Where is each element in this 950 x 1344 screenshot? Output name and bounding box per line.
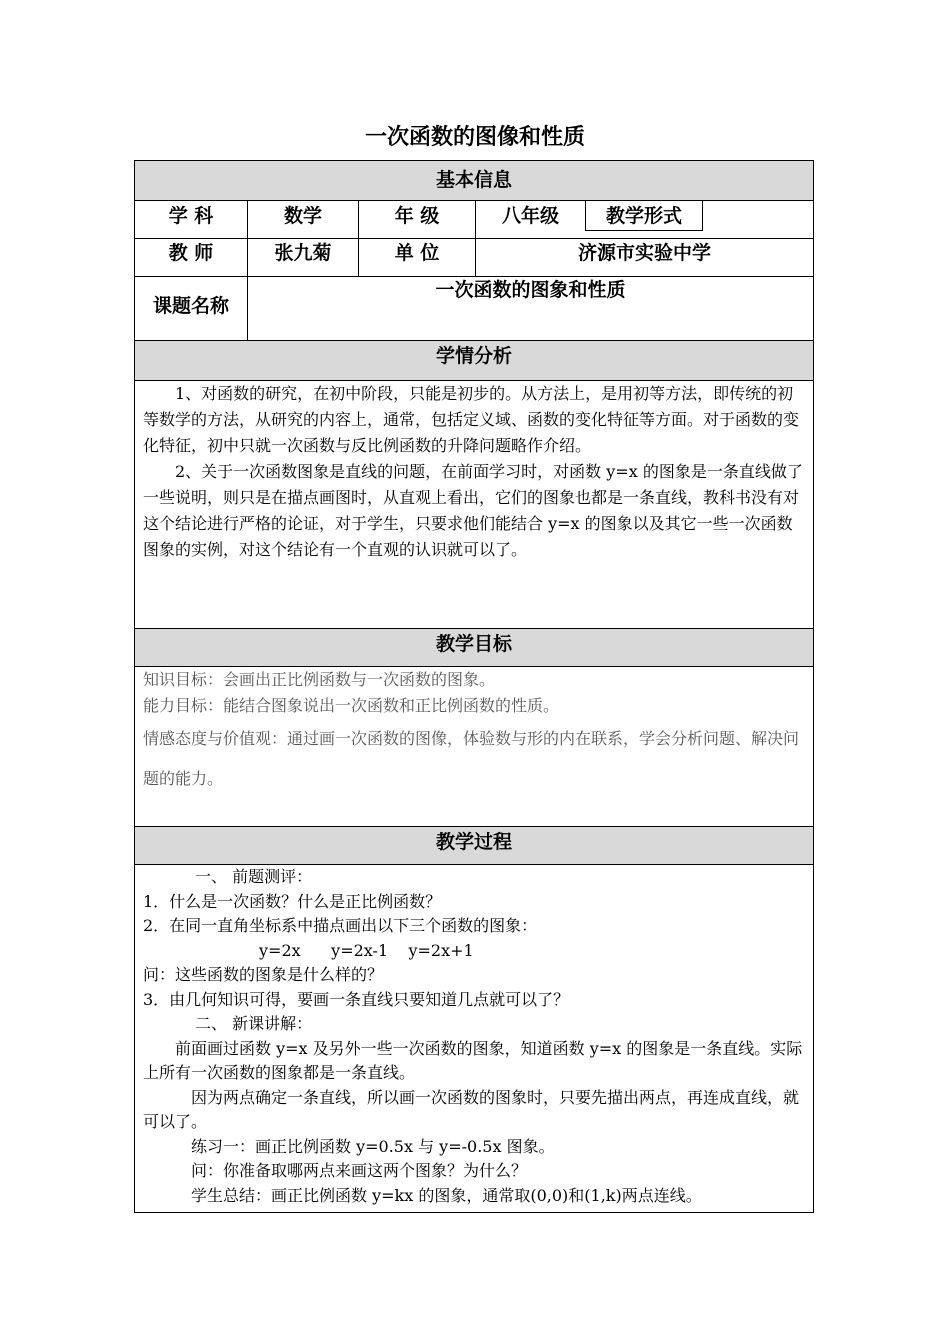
grade-label: 年 级: [358, 201, 475, 238]
process-header: [135, 827, 813, 865]
analysis-header: [135, 341, 813, 381]
goals-header-text: 教学目标: [435, 633, 512, 655]
teacher-row: [135, 239, 813, 277]
form-label: 教学形式: [585, 201, 703, 231]
goal-knowledge: 知识目标：会画出正比例函数与一次函数的图象。: [143, 670, 496, 689]
teacher-label: 教 师: [168, 242, 214, 264]
basic-info-header: [135, 161, 813, 201]
subject-value: 数学: [247, 201, 358, 238]
topic-value: 一次函数的图象和性质: [247, 277, 813, 340]
analysis-paragraph-2: 2、关于一次函数图象是直线的问题，在前面学习时，对函数 y=x 的图象是一条直线做了一些说明，则只是在描点画图时，从直观上看出，它们的图象也都是一条直线，教科书没有对这个结论进行严格的论证，对于学生，只要求他们能结合 y=x 的图象以及其它一些一次函数图象的实例，对这个结论有一个直观的认识就可以了。: [143, 462, 803, 559]
process-line-lecture-2: 因为两点确定一条直线，所以画一次函数的图象时，只要先描出两点，再连成直线，就可以了。: [143, 1087, 800, 1131]
process-line-summary: 学生总结：画正比例函数 y=kx 的图象，通常取(0,0)和(1,k)两点连线。: [191, 1185, 702, 1205]
subject-row: [135, 201, 813, 239]
process-line-exercise-1: 练习一：画正比例函数 y=0.5x 与 y=-0.5x 图象。: [191, 1136, 555, 1156]
process-line-section-1: 一、 前题测评：: [195, 867, 313, 886]
document-title: 一次函数的图像和性质: [364, 125, 585, 150]
unit-value: 济源市实验中学: [475, 239, 813, 276]
unit-label: 单 位: [358, 239, 475, 276]
process-line-q1: 1．什么是一次函数？什么是正比例函数？: [143, 891, 442, 911]
process-line-q2: 2．在同一直角坐标系中描点画出以下三个函数的图象：: [143, 916, 538, 935]
goal-ability: 能力目标：能结合图象说出一次函数和正比例函数的性质。: [143, 696, 560, 715]
process-body: [135, 865, 813, 1213]
topic-label: 课题名称: [152, 295, 229, 317]
process-line-question: 问：这些函数的图象是什么样的？: [143, 965, 384, 984]
process-header-text: 教学过程: [435, 831, 512, 853]
goals-header: [135, 629, 813, 667]
teacher-value: 张九菊: [247, 239, 358, 276]
process-line-section-2: 二、 新课讲解：: [195, 1014, 313, 1033]
process-line-q3: 3．由几何知识可得，要画一条直线只要知道几点就可以了？: [143, 989, 570, 1009]
topic-row: [135, 277, 813, 341]
process-line-lecture-1: 前面画过函数 y=x 及另外一些一次函数的图象，知道函数 y=x 的图象是一条直线。实际上所有一次函数的图象都是一条直线。: [143, 1038, 803, 1082]
grade-value: 八年级: [475, 201, 585, 238]
subject-label: 学 科: [168, 205, 214, 227]
basic-info-header-text: 基本信息: [435, 169, 512, 191]
analysis-body: [135, 381, 813, 629]
lesson-plan-table: [134, 160, 814, 1213]
process-line-exercise-question: 问：你准备取哪两点来画这两个图象？为什么？: [191, 1161, 528, 1180]
goal-emotion: 情感态度与价值观：通过画一次函数的图像，体验数与形的内在联系，学会分析问题、解决问题的能力。: [143, 729, 800, 788]
form-value: [703, 201, 813, 238]
process-line-functions: y=2x y=2x-1 y=2x+1: [259, 940, 474, 960]
analysis-paragraph-1: 1、对函数的研究，在初中阶段，只能是初步的。从方法上，是用初等方法，即传统的初等数学的方法，从研究的内容上，通常，包括定义域、函数的变化特征等方面。对于函数的变化特征，初中只就一次函数与反比例函数的升降问题略作介绍。: [143, 384, 800, 455]
analysis-header-text: 学情分析: [435, 345, 512, 367]
goals-body: [135, 667, 813, 827]
